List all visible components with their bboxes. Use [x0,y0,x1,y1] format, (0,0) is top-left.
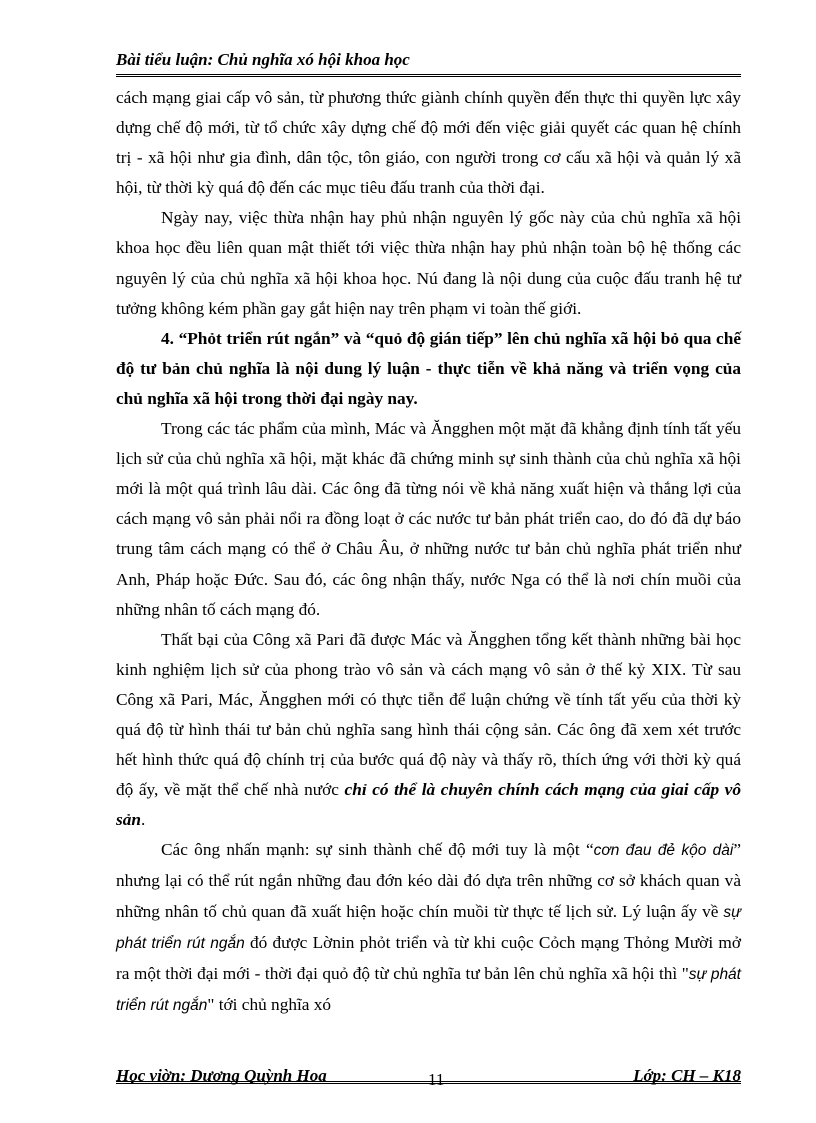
paragraph-4-emphasis: chỉ có thể là chuyên chính cách mạng của giai cấp vô sản [116,780,741,830]
paragraph-2: Ngày nay, việc thừa nhận hay phủ nhận nguyên lý gốc này của chủ nghĩa xã hội khoa học đều liên quan mật thiết tới việc thừa nhận hay phủ nhận toàn bộ hệ thống các nguyên lý của chủ nghĩa xã hội khoa học. Nú đang là nội dung của cuộc đấu tranh hệ tư tưởng không kém phần gay gắt hiện nay trên phạm vi toàn thế giới. [116,208,741,318]
page-header [116,50,741,77]
paragraph-4 [116,625,741,836]
footer-class: Lớp: CH – K18 [633,1066,741,1085]
header-title: Bài tiểu luận: Chủ nghĩa xó hội khoa học [116,50,410,69]
paragraph-5-quote-3: sự phát triển rút ngắn [116,965,741,1014]
paragraph-5-a: Các ông nhấn mạnh: sự sinh thành chế độ mới tuy là một “ [161,840,594,860]
paragraph-5-quote-1: cơn đau đẻ kộo dài [593,842,734,860]
paragraph-3: Trong các tác phẩm của mình, Mác và Ăngghen một mặt đã khẳng định tính tất yếu lịch sử của chủ nghĩa xã hội, mặt khác đã chứng minh sự sinh thành của chủ nghĩa xã hội mới là một quá trình lâu dài. Các ông đã từng nói về khả năng xuất hiện và thắng lợi của cách mạng vô sản phải nổi ra đồng loạt ở các nước tư bản phát triển cao, do đó đã dự báo trung tâm cách mạng có thể ở Châu Âu, ở những nước tư bản chủ nghĩa phát triển như Anh, Pháp hoặc Đức. Sau đó, các ông nhận thấy, nước Nga có thể là nơi chín muồi của những nhân tố cách mạng đó. [116,419,741,619]
paragraph-4-text: Thất bại của Công xã Pari đã được Mác và Ăngghen tổng kết thành những bài học kinh nghiệm lịch sử của phong trào vô sản và cách mạng vô sản ở thế kỷ XIX. Từ sau Công xã Pari, Mác, Ăngghen mới có thực tiễn để luận chứng về tính tất yếu của thời kỳ quá độ từ hình thái tư bản chủ nghĩa sang hình thái cộng sản. Các ông đã xem xét trước hết hình thức quá độ chính trị của bước quá độ này và thấy rõ, thích ứng với thời kỳ quá độ ấy, về mặt thể chế nhà nước [116,629,741,800]
paragraph-5 [116,835,741,1021]
paragraph-1: cách mạng giai cấp vô sản, từ phương thức giành chính quyền đến thực thi quyền lực xây dựng chế độ mới, từ tổ chức xây dựng chế độ mới đến việc giải quyết các quan hệ chính trị - xã hội như gia đình, dân tộc, tôn giáo, con người trong cơ cấu xã hội và quản lý xã hội, từ thời kỳ quá độ đến các mục tiêu đấu tranh của thời đại. [116,88,741,198]
page-footer [116,1066,741,1114]
paragraph-5-b: ” nhưng lại có thể rút ngắn những đau đớn kéo dài đó dựa trên những cơ sở khách quan và những nhân tố chủ quan đã xuất hiện hoặc chín muồi từ thực tế lịch sử. Lý luận ấy về [116,840,741,921]
paragraph-5-quote-2: sự phát triển rút ngắn [116,903,741,952]
paragraph-5-d: " tới chủ nghĩa xó [207,994,332,1014]
page-number: 11 [428,1070,445,1089]
document-body [116,83,741,1021]
section-heading: 4. “Phỏt triển rút ngắn” và “quỏ độ gián tiếp” lên chủ nghĩa xã hội bỏ qua chế độ tư bản chủ nghĩa là nội dung lý luận - thực tiễn về khả năng và triển vọng của chủ nghĩa xã hội trong thời đại ngày nay. [116,328,741,408]
paragraph-5-c: đó được Lờnin phỏt triển và từ khi cuộc Cỏch mạng Thỏng Mười mở ra một thời đại mới - thời đại quỏ độ từ chủ nghĩa tư bản lên chủ nghĩa xã hội thì " [116,932,741,983]
footer-student: Học viờn: Dương Quỳnh Hoa [116,1066,327,1085]
paragraph-4-end: . [140,810,146,830]
